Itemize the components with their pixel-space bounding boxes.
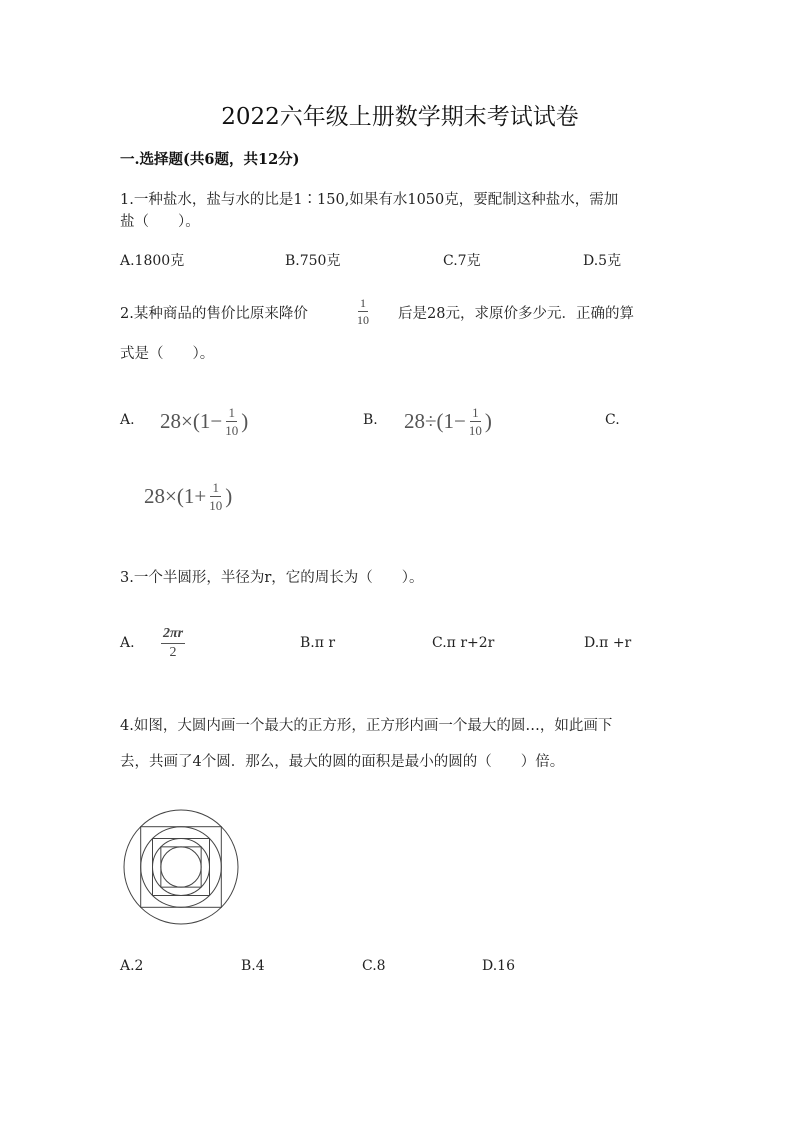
question-2-option-c-label: C. [605, 412, 620, 428]
question-1-line-1: 1.一种盐水，盐与水的比是1∶150,如果有水1050克，要配制这种盐水，需加 [120, 192, 619, 208]
question-4-line-1: 4.如图，大圆内画一个最大的正方形，正方形内画一个最大的圆…，如此画下 [120, 718, 613, 734]
expression-suffix: ) [484, 409, 492, 433]
question-2-option-a-label: A. [120, 412, 135, 428]
expression-suffix: ) [225, 484, 233, 508]
expression-prefix: 28×(1− [160, 409, 223, 433]
page-title: 2022六年级上册数学期末考试试卷 [221, 104, 579, 130]
question-1-line-2: 盐（ ）。 [120, 214, 200, 230]
question-3-option-d: D.π +r [584, 635, 632, 651]
question-1-option-d: D.5克 [583, 253, 622, 269]
question-3-option-a-label: A. [120, 635, 135, 651]
fraction-numerator: 1 [228, 405, 235, 420]
section-heading: 一.选择题(共6题，共12分) [120, 151, 300, 168]
question-2-option-b-label: B. [363, 412, 378, 428]
question-4-option-b: B.4 [241, 958, 265, 974]
question-3-line-1: 3.一个半圆形，半径为r，它的周长为（ ）。 [120, 570, 424, 586]
question-2-fraction [355, 297, 371, 326]
fraction-numerator: 1 [472, 405, 479, 420]
question-4-option-c: C.8 [362, 958, 386, 974]
question-2-line-1-end: 后是28元，求原价多少元．正确的算 [398, 306, 634, 322]
question-1-option-c: C.7克 [443, 253, 481, 269]
fraction-denominator: 10 [209, 498, 223, 513]
fraction-denominator: 10 [468, 423, 482, 438]
question-2-line-2: 式是（ ）。 [120, 346, 215, 362]
question-3-option-c: C.π r+2r [432, 635, 495, 651]
expression-prefix: 28÷(1− [404, 409, 466, 433]
question-1-option-a: A.1800克 [120, 253, 185, 269]
expression-fraction [207, 481, 224, 512]
expression-prefix: 28×(1+ [144, 484, 207, 508]
question-4-option-d: D.16 [482, 958, 515, 974]
nested-circles-squares-figure [120, 806, 244, 930]
circle-smallest [161, 847, 201, 887]
question-3-option-a-fraction [161, 627, 185, 660]
fraction-numerator: 1 [212, 480, 219, 495]
question-4-option-a: A.2 [120, 958, 144, 974]
fraction-numerator: 2πr [161, 627, 185, 644]
fraction-denominator: 2 [169, 645, 177, 660]
expression-fraction [223, 406, 240, 437]
expression-suffix: ) [241, 409, 249, 433]
question-1-option-b: B.750克 [285, 253, 341, 269]
fraction-denominator: 10 [225, 423, 239, 438]
question-2-option-c-expression [144, 481, 232, 512]
question-2-option-a-expression [160, 406, 248, 437]
question-2-option-b-expression [404, 406, 492, 437]
fraction-numerator: 1 [360, 296, 366, 310]
question-3-option-b: B.π r [300, 635, 336, 651]
question-4-line-2: 去，共画了4个圆．那么，最大的圆的面积是最小的圆的（ ）倍。 [120, 754, 565, 770]
fraction-denominator: 10 [357, 313, 369, 327]
question-2-line-1-start: 2.某种商品的售价比原来降价 [120, 306, 308, 322]
expression-fraction [467, 406, 484, 437]
